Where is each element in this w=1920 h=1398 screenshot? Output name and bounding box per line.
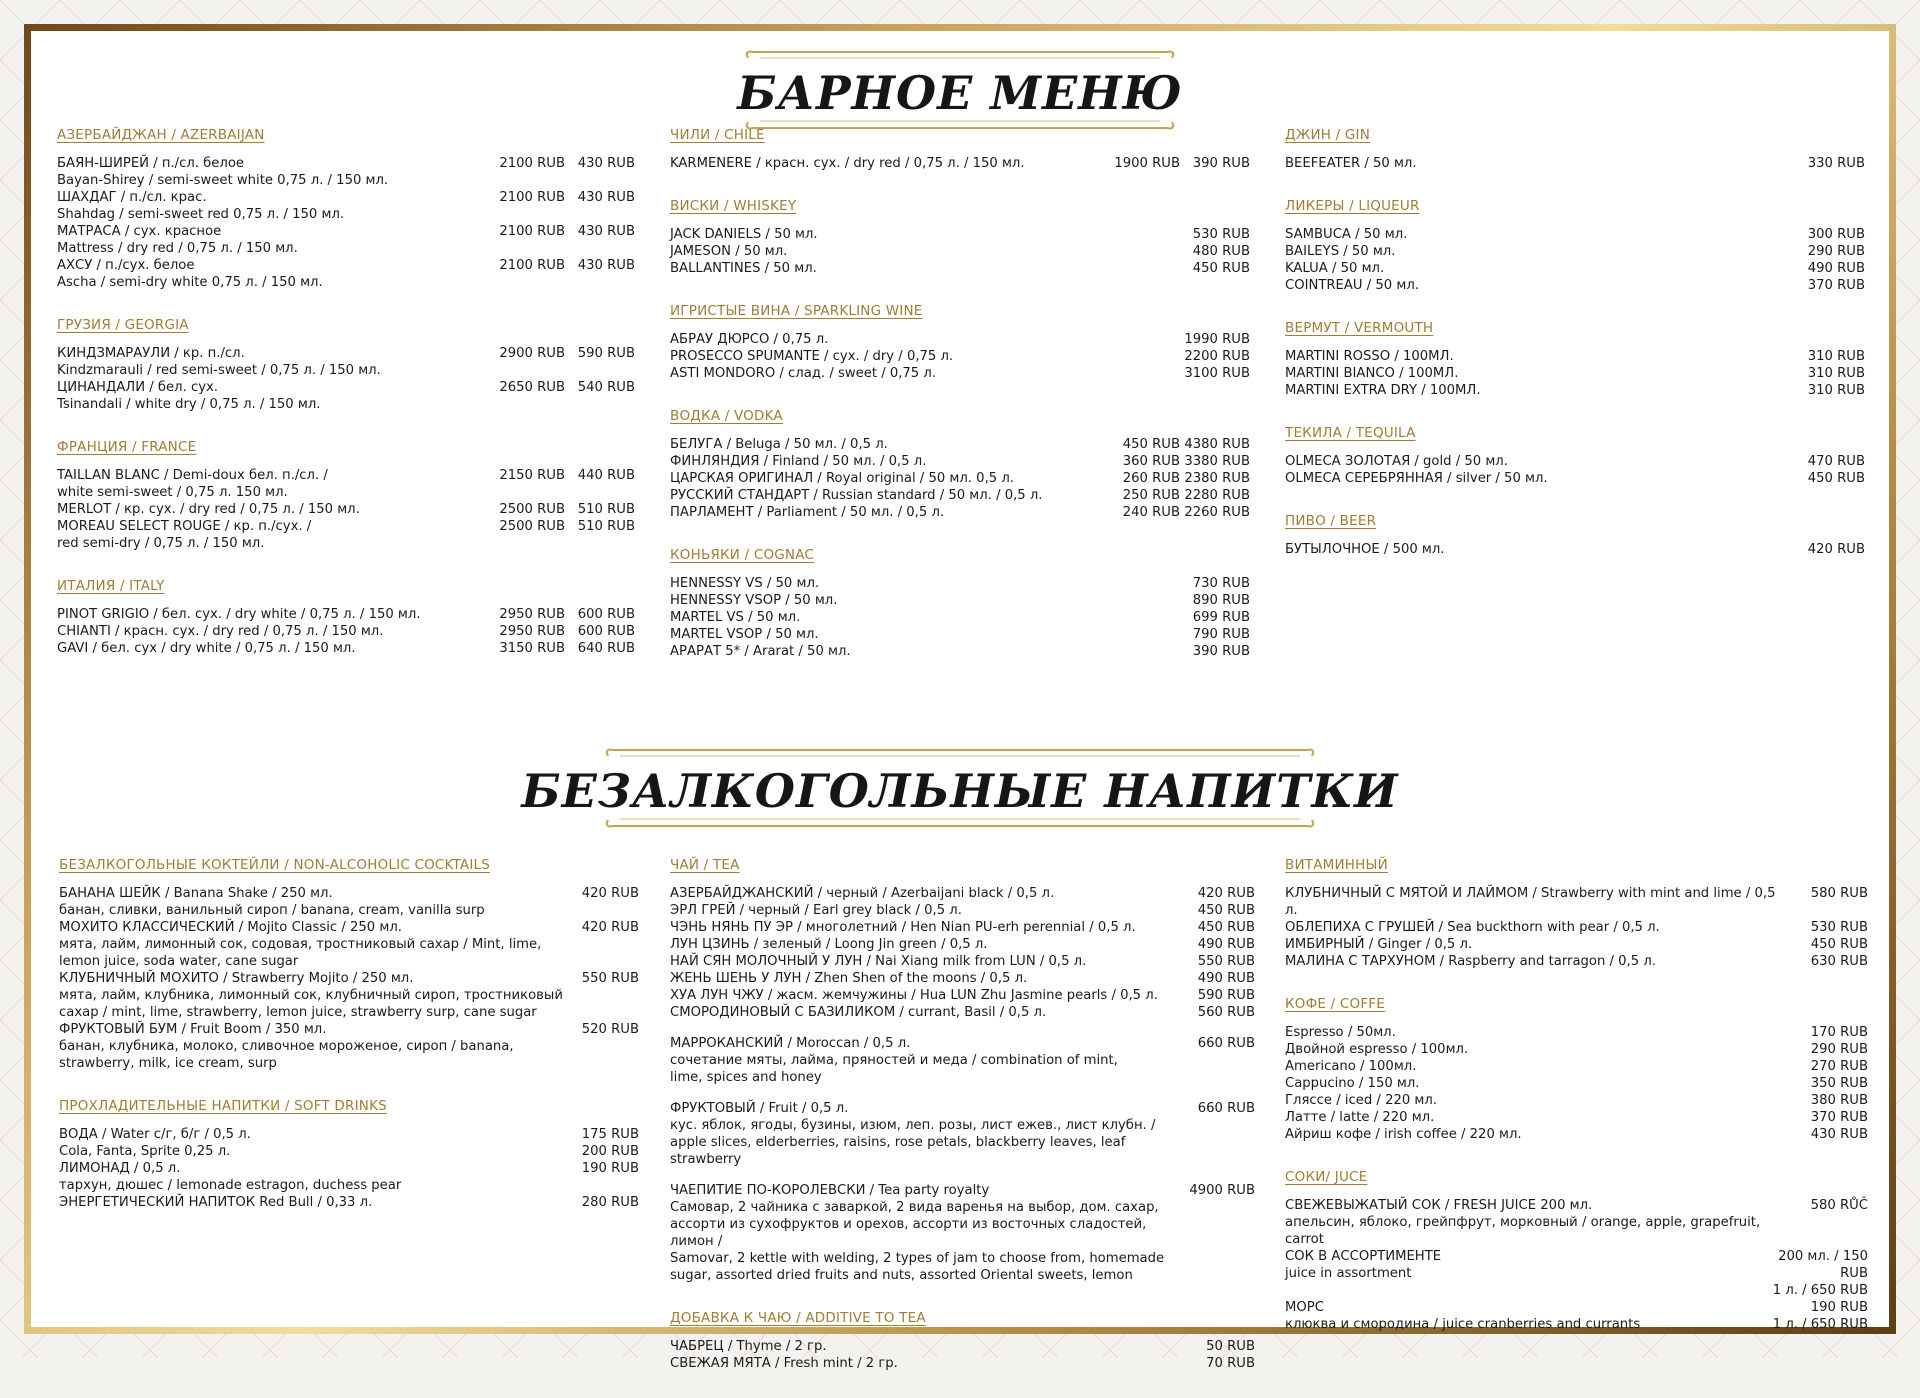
item-name: БАЯН-ШИРЕЙ / п./сл. белое Bayan-Shirey / semi-sweet white 0,75 л. / 150 мл. bbox=[57, 156, 389, 188]
menu-item bbox=[1285, 1024, 1868, 1041]
menu-item bbox=[57, 640, 635, 657]
item-price: 175 RUB bbox=[581, 1127, 639, 1142]
menu-item bbox=[670, 470, 1250, 487]
menu-section bbox=[1285, 857, 1868, 970]
item-name: РУССКИЙ СТАНДАРТ / Russian standard / 50 мл. / 0,5 л. bbox=[670, 488, 1043, 503]
item-name: MARTINI BIANCO / 100МЛ. bbox=[1285, 366, 1459, 381]
item-name: Cappucino / 150 мл. bbox=[1285, 1076, 1420, 1091]
item-price: 3100 RUB bbox=[1184, 366, 1250, 381]
item-price: 490 RUB bbox=[1807, 261, 1865, 276]
menu-item-block bbox=[670, 1035, 1255, 1086]
item-price: 580 RŮČ bbox=[1810, 1198, 1868, 1213]
menu-section bbox=[670, 1310, 1255, 1372]
menu-item bbox=[670, 453, 1250, 470]
item-name: АРАРАТ 5* / Ararat / 50 мл. bbox=[670, 644, 851, 659]
menu-item bbox=[57, 467, 635, 501]
bar-column-1 bbox=[57, 127, 635, 683]
section-title: ИГРИСТЫЕ ВИНА / SPARKLING WINE bbox=[670, 303, 923, 319]
menu-item bbox=[670, 919, 1255, 936]
item-price: 450 RUB bbox=[1807, 471, 1865, 486]
item-price: 430 RUB bbox=[577, 156, 635, 171]
menu-item bbox=[670, 1338, 1255, 1355]
item-price: 190 RUB 1 л. / 650 RUB bbox=[1772, 1300, 1868, 1332]
section-title: ЛИКЕРЫ / LIQUEUR bbox=[1285, 198, 1420, 214]
section-title: АЗЕРБАЙДЖАН / AZERBAIJAN bbox=[57, 127, 265, 143]
menu-item bbox=[670, 970, 1255, 987]
item-price: 600 RUB bbox=[577, 607, 635, 622]
item-price: 2380 RUB bbox=[1184, 471, 1250, 486]
menu-item bbox=[1285, 260, 1865, 277]
item-name: JACK DANIELS / 50 мл. bbox=[670, 227, 818, 242]
menu-section bbox=[59, 857, 639, 1072]
menu-item bbox=[57, 606, 635, 623]
menu-item bbox=[59, 1194, 639, 1211]
item-price: 200 RUB bbox=[581, 1144, 639, 1159]
menu-section bbox=[1285, 127, 1865, 172]
item-price: 540 RUB bbox=[577, 380, 635, 395]
menu-section bbox=[1285, 425, 1865, 487]
item-price: 600 RUB bbox=[577, 624, 635, 639]
item-name: МОХИТО КЛАССИЧЕСКИЙ / Mojito Classic / 250 мл. мята, лайм, лимонный сок, содовая, тростниковый сахар / Mint, lime, lemon juice, soda water, cane sugar bbox=[59, 920, 542, 969]
menu-item bbox=[59, 885, 639, 919]
item-name: JAMESON / 50 мл. bbox=[670, 244, 788, 259]
item-price-bottle: 2500 RUB bbox=[499, 519, 565, 534]
item-price: 200 мл. / 150 RUB 1 л. / 650 RUB bbox=[1772, 1249, 1868, 1298]
menu-item bbox=[59, 1126, 639, 1143]
soft-column-3 bbox=[1285, 857, 1868, 1359]
menu-item bbox=[57, 189, 635, 223]
section-title: ПИВО / BEER bbox=[1285, 513, 1377, 529]
item-name: СВЕЖЕВЫЖАТЫЙ СОК / FRESH JUICE 200 мл. апельсин, яблоко, грейпфрут, морковный / orange, apple, grapefruit, carrot bbox=[1285, 1198, 1761, 1247]
item-name: Americano / 100мл. bbox=[1285, 1059, 1417, 1074]
menu-item bbox=[1285, 348, 1865, 365]
menu-item bbox=[59, 1021, 639, 1072]
item-price-bottle: 2500 RUB bbox=[499, 502, 565, 517]
item-price-bottle: 450 RUB bbox=[1122, 437, 1180, 452]
menu-item bbox=[670, 885, 1255, 902]
section-title: ВЕРМУТ / VERMOUTH bbox=[1285, 320, 1434, 336]
menu-item bbox=[670, 243, 1250, 260]
item-name: Двойной espresso / 100мл. bbox=[1285, 1042, 1469, 1057]
item-name: ЧЭНЬ НЯНЬ ПУ ЭР / многолетний / Hen Nian PU-erh perennial / 0,5 л. bbox=[670, 920, 1136, 935]
item-name: KALUA / 50 мл. bbox=[1285, 261, 1385, 276]
menu-item bbox=[1285, 1299, 1868, 1333]
item-price-bottle: 2150 RUB bbox=[499, 468, 565, 483]
item-name: ВОДА / Water с/г, б/г / 0,5 л. bbox=[59, 1127, 251, 1142]
item-name: CHIANTI / красн. сух. / dry red / 0,75 л. / 150 мл. bbox=[57, 624, 384, 639]
menu-item bbox=[1285, 953, 1868, 970]
item-price-bottle: 2950 RUB bbox=[499, 607, 565, 622]
item-price-bottle: 250 RUB bbox=[1122, 488, 1180, 503]
section-title: ЧИЛИ / CHILE bbox=[670, 127, 765, 143]
item-price: 450 RUB bbox=[1197, 903, 1255, 918]
item-price: 550 RUB bbox=[581, 971, 639, 986]
section-title: ПРОХЛАДИТЕЛЬНЫЕ НАПИТКИ / SOFT DRINKS bbox=[59, 1098, 387, 1114]
item-price: 510 RUB bbox=[577, 519, 635, 534]
item-price: 2260 RUB bbox=[1184, 505, 1250, 520]
item-price: 430 RUB bbox=[577, 224, 635, 239]
item-name: ЭНЕРГЕТИЧЕСКИЙ НАПИТОК Red Bull / 0,33 л. bbox=[59, 1195, 373, 1210]
menu-item bbox=[670, 902, 1255, 919]
item-price: 520 RUB bbox=[581, 1022, 639, 1037]
item-name: HENNESSY VSOP / 50 мл. bbox=[670, 593, 838, 608]
item-name: BAILEYS / 50 мл. bbox=[1285, 244, 1396, 259]
menu-item bbox=[1285, 243, 1865, 260]
item-price: 1990 RUB bbox=[1184, 332, 1250, 347]
menu-item bbox=[670, 643, 1250, 660]
item-name: ШАХДАГ / п./сл. крас. Shahdag / semi-sweet red 0,75 л. / 150 мл. bbox=[57, 190, 345, 222]
item-price: 890 RUB bbox=[1192, 593, 1250, 608]
menu-item bbox=[1285, 885, 1868, 919]
item-price-bottle: 2100 RUB bbox=[499, 258, 565, 273]
section-title: ДОБАВКА К ЧАЮ / ADDITIVE TO TEA bbox=[670, 1310, 926, 1326]
menu-section bbox=[57, 439, 635, 552]
item-price: 350 RUB bbox=[1810, 1076, 1868, 1091]
item-name: KARMENERE / красн. сух. / dry red / 0,75 л. / 150 мл. bbox=[670, 156, 1025, 171]
item-name: ФИНЛЯНДИЯ / Finland / 50 мл. / 0,5 л. bbox=[670, 454, 927, 469]
item-price: 330 RUB bbox=[1807, 156, 1865, 171]
menu-item bbox=[1285, 919, 1868, 936]
item-price: 420 RUB bbox=[581, 920, 639, 935]
menu-item bbox=[1285, 936, 1868, 953]
item-name: Айриш кофе / irish coffee / 220 мл. bbox=[1285, 1127, 1522, 1142]
item-price-bottle: 2950 RUB bbox=[499, 624, 565, 639]
item-price-bottle: 260 RUB bbox=[1122, 471, 1180, 486]
bar-menu-title: БАРНОЕ МЕНЮ bbox=[737, 66, 1183, 120]
item-price: 660 RUB bbox=[1197, 1036, 1255, 1051]
section-title: ЧАЙ / TEA bbox=[670, 857, 740, 873]
item-name: СОК В АССОРТИМЕНТЕ juice in assortment bbox=[1285, 1249, 1442, 1281]
item-name: МАТРАСА / сух. красное Mattress / dry red / 0,75 л. / 150 мл. bbox=[57, 224, 298, 256]
item-price: 590 RUB bbox=[1197, 988, 1255, 1003]
item-price: 430 RUB bbox=[577, 190, 635, 205]
item-price: 630 RUB bbox=[1810, 954, 1868, 969]
menu-section bbox=[1285, 996, 1868, 1143]
menu-item bbox=[670, 226, 1250, 243]
item-name: ЖЕНЬ ШЕНЬ У ЛУН / Zhen Shen of the moons / 0,5 л. bbox=[670, 971, 1028, 986]
menu-section bbox=[59, 1098, 639, 1211]
menu-item bbox=[57, 257, 635, 291]
item-name: БУТЫЛОЧНОЕ / 500 мл. bbox=[1285, 542, 1445, 557]
item-price: 490 RUB bbox=[1197, 971, 1255, 986]
item-name: BALLANTINES / 50 мл. bbox=[670, 261, 817, 276]
item-price: 660 RUB bbox=[1197, 1101, 1255, 1116]
item-price: 590 RUB bbox=[577, 346, 635, 361]
section-title: ИТАЛИЯ / ITALY bbox=[57, 578, 165, 594]
menu-item bbox=[670, 592, 1250, 609]
menu-section bbox=[670, 408, 1250, 521]
menu-item bbox=[57, 518, 635, 552]
menu-item bbox=[1285, 1248, 1868, 1299]
item-price: 430 RUB bbox=[577, 258, 635, 273]
item-name: ФРУКТОВЫЙ БУМ / Fruit Boom / 350 мл. банан, клубника, молоко, сливочное мороженое, сироп / banana, strawberry, milk, ice cream, surp bbox=[59, 1022, 514, 1071]
menu-item bbox=[670, 609, 1250, 626]
item-price: 70 RUB bbox=[1206, 1356, 1255, 1371]
section-title: ФРАНЦИЯ / FRANCE bbox=[57, 439, 197, 455]
item-price: 510 RUB bbox=[577, 502, 635, 517]
item-price: 270 RUB bbox=[1810, 1059, 1868, 1074]
section-title: ВИСКИ / WHISKEY bbox=[670, 198, 797, 214]
item-name: MOREAU SELECT ROUGE / кр. п./сух. / red semi-dry / 0,75 л. / 150 мл. bbox=[57, 519, 312, 551]
menu-item bbox=[670, 987, 1255, 1004]
item-price: 550 RUB bbox=[1197, 954, 1255, 969]
item-name: Гляссе / iced / 220 мл. bbox=[1285, 1093, 1438, 1108]
item-price: 2280 RUB bbox=[1184, 488, 1250, 503]
item-price: 640 RUB bbox=[577, 641, 635, 656]
item-price: 380 RUB bbox=[1810, 1093, 1868, 1108]
item-name: ОБЛЕПИХА С ГРУШЕЙ / Sea buckthorn with pear / 0,5 л. bbox=[1285, 920, 1660, 935]
item-price: 420 RUB bbox=[581, 886, 639, 901]
item-price: 490 RUB bbox=[1197, 937, 1255, 952]
menu-item bbox=[670, 504, 1250, 521]
menu-item bbox=[1285, 1197, 1868, 1248]
item-name: SAMBUCA / 50 мл. bbox=[1285, 227, 1408, 242]
item-price: 530 RUB bbox=[1810, 920, 1868, 935]
menu-item bbox=[1285, 453, 1865, 470]
item-name: ЧАБРЕЦ / Thyme / 2 гр. bbox=[670, 1339, 827, 1354]
item-price: 190 RUB bbox=[581, 1161, 639, 1176]
menu-item bbox=[57, 501, 635, 518]
item-price: 450 RUB bbox=[1192, 261, 1250, 276]
section-title: ГРУЗИЯ / GEORGIA bbox=[57, 317, 189, 333]
item-price: 300 RUB bbox=[1807, 227, 1865, 242]
item-name: ASTI MONDORO / слад. / sweet / 0,75 л. bbox=[670, 366, 937, 381]
bar-column-3 bbox=[1285, 127, 1865, 584]
item-price-bottle: 1900 RUB bbox=[1114, 156, 1180, 171]
section-title: СОКИ/ JUCE bbox=[1285, 1169, 1368, 1185]
item-name: ХУА ЛУН ЧЖУ / жасм. жемчужины / Hua LUN Zhu Jasmine pearls / 0,5 л. bbox=[670, 988, 1158, 1003]
item-price-bottle: 2100 RUB bbox=[499, 156, 565, 171]
item-price: 50 RUB bbox=[1206, 1339, 1255, 1354]
item-name: КЛУБНИЧНЫЙ МОХИТО / Strawberry Mojito / 250 мл. мята, лайм, клубника, лимонный сок, клубничный сироп, тростниковый сахар / mint, lime, strawberry, lemon juice, strawberry surp, cane sugar bbox=[59, 971, 563, 1020]
item-price: 470 RUB bbox=[1807, 454, 1865, 469]
item-price: 310 RUB bbox=[1807, 383, 1865, 398]
menu-section bbox=[1285, 1169, 1868, 1333]
menu-item bbox=[670, 436, 1250, 453]
item-price: 580 RUB bbox=[1810, 886, 1868, 901]
soft-column-1 bbox=[59, 857, 639, 1237]
section-title: ТЕКИЛА / TEQUILA bbox=[1285, 425, 1416, 441]
menu-item bbox=[670, 331, 1250, 348]
menu-item bbox=[1285, 277, 1865, 294]
soft-column-2 bbox=[670, 857, 1255, 1398]
menu-item bbox=[1285, 365, 1865, 382]
menu-item bbox=[670, 155, 1250, 172]
item-name: Cola, Fanta, Sprite 0,25 л. bbox=[59, 1144, 231, 1159]
menu-item bbox=[1285, 1109, 1868, 1126]
menu-item bbox=[1285, 226, 1865, 243]
menu-item bbox=[1285, 1041, 1868, 1058]
item-price: 420 RUB bbox=[1197, 886, 1255, 901]
section-title: ДЖИН / GIN bbox=[1285, 127, 1371, 143]
item-name: BEEFEATER / 50 мл. bbox=[1285, 156, 1417, 171]
item-name: PROSECCO SPUMANTE / сух. / dry / 0,75 л. bbox=[670, 349, 954, 364]
menu-item bbox=[670, 260, 1250, 277]
item-name: СВЕЖАЯ МЯТА / Fresh mint / 2 гр. bbox=[670, 1356, 898, 1371]
menu-section bbox=[670, 127, 1250, 172]
item-price: 290 RUB bbox=[1807, 244, 1865, 259]
item-price-bottle: 2100 RUB bbox=[499, 190, 565, 205]
item-name: АХСУ / п./сух. белое Ascha / semi-dry white 0,75 л. / 150 мл. bbox=[57, 258, 323, 290]
item-price: 4900 RUB bbox=[1189, 1183, 1255, 1198]
item-price-bottle: 240 RUB bbox=[1122, 505, 1180, 520]
item-price: 170 RUB bbox=[1810, 1025, 1868, 1040]
menu-item-block bbox=[670, 1182, 1255, 1284]
item-price: 370 RUB bbox=[1807, 278, 1865, 293]
menu-item bbox=[670, 936, 1255, 953]
item-name: ЦАРСКАЯ ОРИГИНАЛ / Royal original / 50 мл. 0,5 л. bbox=[670, 471, 1014, 486]
item-name: МАЛИНА С ТАРХУНОМ / Raspberry and tarragon / 0,5 л. bbox=[1285, 954, 1656, 969]
menu-item bbox=[1285, 541, 1865, 558]
item-price: 480 RUB bbox=[1192, 244, 1250, 259]
item-name: АЗЕРБАЙДЖАНСКИЙ / черный / Azerbaijani black / 0,5 л. bbox=[670, 886, 1055, 901]
item-price-bottle: 3150 RUB bbox=[499, 641, 565, 656]
item-price: 420 RUB bbox=[1807, 542, 1865, 557]
item-name: GAVI / бел. сух / dry white / 0,75 л. / 150 мл. bbox=[57, 641, 356, 656]
menu-section bbox=[670, 303, 1250, 382]
item-price: 560 RUB bbox=[1197, 1005, 1255, 1020]
item-name: PINOT GRIGIO / бел. сух. / dry white / 0,75 л. / 150 мл. bbox=[57, 607, 421, 622]
item-price: 390 RUB bbox=[1192, 156, 1250, 171]
item-name: МОРС клюква и смородина / juice cranberries and currants bbox=[1285, 1300, 1641, 1332]
menu-item bbox=[1285, 470, 1865, 487]
item-name: АБРАУ ДЮРСО / 0,75 л. bbox=[670, 332, 829, 347]
menu-item bbox=[57, 155, 635, 189]
soft-drinks-title: БЕЗАЛКОГОЛЬНЫЕ НАПИТКИ bbox=[521, 764, 1399, 818]
menu-item bbox=[1285, 155, 1865, 172]
section-title: БЕЗАЛКОГОЛЬНЫЕ КОКТЕЙЛИ / NON-ALCOHOLIC COCKTAILS bbox=[59, 857, 491, 873]
item-name: ИМБИРНЫЙ / Ginger / 0,5 л. bbox=[1285, 937, 1473, 952]
item-name: МАРРОКАНСКИЙ / Moroccan / 0,5 л. сочетание мяты, лайма, пряностей и меда / combination of mint, lime, spices and honey bbox=[670, 1036, 1118, 1085]
item-name: БАНАНА ШЕЙК / Banana Shake / 250 мл. банан, сливки, ванильный сироп / banana, cream, vanilla surp bbox=[59, 886, 485, 918]
menu-item bbox=[670, 365, 1250, 382]
item-price: 430 RUB bbox=[1810, 1127, 1868, 1142]
menu-item bbox=[59, 970, 639, 1021]
section-title: ВОДКА / VODKA bbox=[670, 408, 783, 424]
item-name: БЕЛУГА / Beluga / 50 мл. / 0,5 л. bbox=[670, 437, 888, 452]
item-price: 310 RUB bbox=[1807, 366, 1865, 381]
menu-item bbox=[1285, 1075, 1868, 1092]
item-name: ФРУКТОВЫЙ / Fruit / 0,5 л. кус. яблок, ягоды, бузины, изюм, леп. розы, лист ежев., лист клубн. / apple slices, elderberries, raisins, rose petals, blackberry leaves, leaf strawberry bbox=[670, 1101, 1156, 1167]
menu-item bbox=[670, 575, 1250, 592]
item-name: ЭРЛ ГРЕЙ / черный / Earl grey black / 0,5 л. bbox=[670, 903, 962, 918]
item-name: MARTINI ROSSO / 100МЛ. bbox=[1285, 349, 1454, 364]
menu-item bbox=[670, 487, 1250, 504]
menu-item bbox=[1285, 1126, 1868, 1143]
menu-item bbox=[670, 626, 1250, 643]
item-name: ЦИНАНДАЛИ / бел. сух. Tsinandali / white dry / 0,75 л. / 150 мл. bbox=[57, 380, 321, 412]
menu-section bbox=[670, 857, 1255, 1284]
bar-column-2 bbox=[670, 127, 1250, 686]
menu-section bbox=[670, 547, 1250, 660]
item-price: 280 RUB bbox=[581, 1195, 639, 1210]
item-name: ЧАЕПИТИЕ ПО-КОРОЛЕВСКИ / Tea party royalty Самовар, 2 чайника с заваркой, 2 вида варенья на выбор, дом. сахар, ассорти из сухофруктов и орехов, ассорти из восточных сладостей, лимон / Samovar, 2 kettle with welding, 2 types of jam to choose from, homemade sugar, assorted dried fruits and nuts, assorted Oriental sweets, lemon bbox=[670, 1183, 1165, 1283]
item-price: 2200 RUB bbox=[1184, 349, 1250, 364]
menu-section bbox=[57, 127, 635, 291]
item-name: COINTREAU / 50 мл. bbox=[1285, 278, 1419, 293]
item-price: 699 RUB bbox=[1192, 610, 1250, 625]
item-name: TAILLAN BLANC / Demi-doux бел. п./сл. / white semi-sweet / 0,75 л. 150 мл. bbox=[57, 468, 328, 500]
menu-section bbox=[1285, 198, 1865, 294]
menu-item bbox=[59, 919, 639, 970]
item-price: 440 RUB bbox=[577, 468, 635, 483]
item-price: 790 RUB bbox=[1192, 627, 1250, 642]
section-title: КОНЬЯКИ / COGNAC bbox=[670, 547, 815, 563]
item-price-bottle: 360 RUB bbox=[1122, 454, 1180, 469]
item-price: 3380 RUB bbox=[1184, 454, 1250, 469]
item-name: MARTINI EXTRA DRY / 100МЛ. bbox=[1285, 383, 1481, 398]
item-price: 530 RUB bbox=[1192, 227, 1250, 242]
item-name: СМОРОДИНОВЫЙ С БАЗИЛИКОМ / currant, Basil / 0,5 л. bbox=[670, 1005, 1047, 1020]
item-price-bottle: 2650 RUB bbox=[499, 380, 565, 395]
item-name: ПАРЛАМЕНТ / Parliament / 50 мл. / 0,5 л. bbox=[670, 505, 945, 520]
item-name: MARTEL VSOP / 50 мл. bbox=[670, 627, 819, 642]
item-price-bottle: 2100 RUB bbox=[499, 224, 565, 239]
menu-item bbox=[1285, 1058, 1868, 1075]
item-name: ЛУН ЦЗИНЬ / зеленый / Loong Jin green / 0,5 л. bbox=[670, 937, 988, 952]
section-title: ВИТАМИННЫЙ bbox=[1285, 857, 1388, 873]
menu-section bbox=[1285, 513, 1865, 558]
menu-item-block bbox=[670, 1100, 1255, 1168]
menu-item bbox=[1285, 382, 1865, 399]
menu-item bbox=[670, 1004, 1255, 1021]
item-price: 310 RUB bbox=[1807, 349, 1865, 364]
item-price: 450 RUB bbox=[1197, 920, 1255, 935]
item-name: OLMECA СЕРЕБРЯННАЯ / silver / 50 мл. bbox=[1285, 471, 1548, 486]
menu-section bbox=[57, 578, 635, 657]
menu-item bbox=[57, 623, 635, 640]
menu-item bbox=[57, 379, 635, 413]
item-price: 390 RUB bbox=[1192, 644, 1250, 659]
menu-section bbox=[57, 317, 635, 413]
item-name: OLMECA ЗОЛОТАЯ / gold / 50 мл. bbox=[1285, 454, 1508, 469]
ornament-top bbox=[740, 48, 1180, 64]
menu-section bbox=[670, 198, 1250, 277]
item-price: 730 RUB bbox=[1192, 576, 1250, 591]
item-name: MARTEL VS / 50 мл. bbox=[670, 610, 801, 625]
item-name: НАЙ СЯН МОЛОЧНЫЙ У ЛУН / Nai Xiang milk from LUN / 0,5 л. bbox=[670, 954, 1087, 969]
item-price: 370 RUB bbox=[1810, 1110, 1868, 1125]
section-title: КОФЕ / COFFE bbox=[1285, 996, 1386, 1012]
menu-item bbox=[59, 1160, 639, 1194]
item-price: 290 RUB bbox=[1810, 1042, 1868, 1057]
soft-heading-block bbox=[0, 746, 1920, 830]
item-name: КЛУБНИЧНЫЙ С МЯТОЙ И ЛАЙМОМ / Strawberry with mint and lime / 0,5 л. bbox=[1285, 886, 1776, 918]
item-name: ЛИМОНАД / 0,5 л. тархун, дюшес / lemonade estragon, duchess pear bbox=[59, 1161, 402, 1193]
menu-item bbox=[1285, 1092, 1868, 1109]
item-name: Латте / latte / 220 мл. bbox=[1285, 1110, 1435, 1125]
ornament-top bbox=[600, 746, 1320, 762]
item-name: HENNESSY VS / 50 мл. bbox=[670, 576, 820, 591]
menu-item bbox=[57, 223, 635, 257]
item-name: Espresso / 50мл. bbox=[1285, 1025, 1396, 1040]
menu-item bbox=[670, 953, 1255, 970]
menu-item bbox=[57, 345, 635, 379]
item-name: MERLOT / кр. сух. / dry red / 0,75 л. / 150 мл. bbox=[57, 502, 360, 517]
bar-heading-block bbox=[0, 48, 1920, 132]
item-price: 4380 RUB bbox=[1184, 437, 1250, 452]
menu-section bbox=[1285, 320, 1865, 399]
menu-item bbox=[670, 348, 1250, 365]
item-price-bottle: 2900 RUB bbox=[499, 346, 565, 361]
item-price: 450 RUB bbox=[1810, 937, 1868, 952]
item-name: КИНДЗМАРАУЛИ / кр. п./сл. Kindzmarauli / red semi-sweet / 0,75 л. / 150 мл. bbox=[57, 346, 381, 378]
menu-item bbox=[59, 1143, 639, 1160]
